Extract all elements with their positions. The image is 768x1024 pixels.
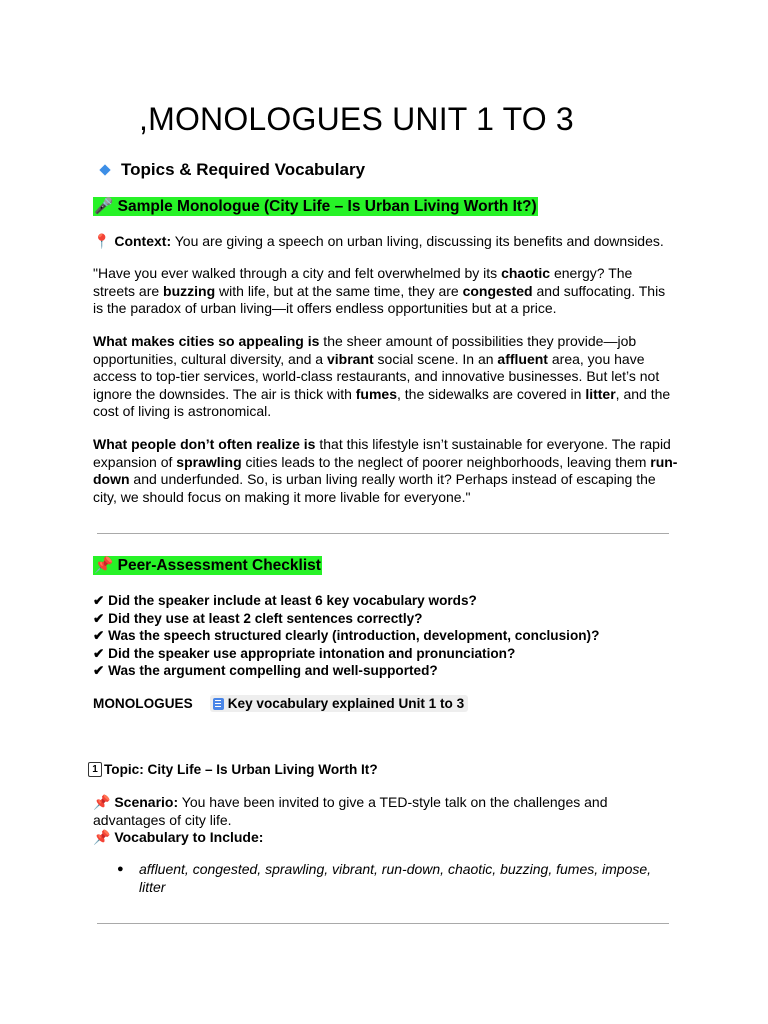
monologues-label: MONOLOGUES [93, 696, 193, 711]
checklist [93, 592, 678, 680]
divider [97, 923, 669, 924]
bold-text: fumes [355, 385, 397, 402]
pin-icon: 📍 [93, 233, 111, 249]
pushpin-icon: 📌 [93, 794, 111, 810]
text-run: area, you have access to top-tier services, world-class restaurants, and innovative businesses. But let’s not ignore the downsides. The air is thick with [93, 350, 660, 402]
scenario-label: Scenario: [114, 794, 179, 810]
checklist-item: ✔ Did the speaker use appropriate intonation and pronunciation? [93, 645, 516, 661]
scenario-block [93, 794, 678, 847]
checklist-heading-row [93, 557, 678, 575]
vocabulary-label: Vocabulary to Include: [114, 829, 264, 846]
document-title: ,MONOLOGUES UNIT 1 TO 3 [139, 101, 574, 137]
number-1-icon: 1 [88, 762, 102, 777]
text-run: and suffocating. This is the paradox of urban living—it offers endless opportunities but at a price. [93, 282, 666, 317]
peer-assessment-heading: 📌 Peer-Assessment Checklist [94, 557, 321, 574]
checklist-item: ✔ Was the speech structured clearly (introduction, development, conclusion)? [93, 628, 600, 643]
bold-text: litter [585, 385, 616, 402]
bold-text: affluent [497, 350, 548, 367]
text-run: , and the cost of living is astronomical. [93, 385, 671, 420]
bold-text: sprawling [176, 453, 242, 470]
doc-link-label[interactable]: Key vocabulary explained Unit 1 to 3 [227, 696, 465, 711]
context-label: Context: [114, 233, 172, 249]
paragraph-3 [93, 436, 678, 506]
text-run: and underfunded. So, is urban living really worth it? Perhaps instead of escaping the city, we should focus on making it more livable for everyone." [93, 471, 656, 505]
text-run: that this lifestyle isn’t sustainable for everyone. The rapid expansion of [93, 436, 671, 470]
topic-line [88, 761, 673, 779]
checklist-item: ✔ Was the argument compelling and well-supported? [93, 663, 438, 678]
scenario-text: You have been invited to give a TED-style talk on the challenges and advantages of city life. [93, 794, 608, 828]
divider [97, 533, 669, 534]
bold-text: run-down [93, 453, 678, 488]
sample-heading-row [93, 198, 678, 216]
bullet-icon: ● [117, 863, 124, 875]
monologues-row [93, 695, 468, 712]
blue-diamond-icon [99, 164, 110, 175]
paragraph-1 [93, 265, 678, 318]
text-run: the sheer amount of possibilities they provide—job opportunities, cultural diversity, and a [93, 333, 637, 367]
topic-text: Topic: City Life – Is Urban Living Worth It? [104, 762, 378, 777]
bold-text: What people don’t often realize is [93, 436, 316, 452]
topics-heading-text: Topics & Required Vocabulary [121, 160, 366, 179]
doc-link-chip[interactable] [210, 695, 468, 712]
text-run: energy? The streets are [93, 265, 633, 299]
document-icon [213, 698, 224, 710]
text-run: social scene. In an [373, 350, 498, 367]
topics-heading [99, 160, 365, 180]
bold-text: vibrant [326, 350, 374, 367]
context-text: You are giving a speech on urban living, discussing its benefits and downsides. [171, 233, 664, 249]
checklist-item: ✔ Did they use at least 2 cleft sentences correctly? [93, 610, 423, 626]
text-run: cities leads to the neglect of poorer neighborhoods, leaving them [241, 453, 651, 470]
text-run: "Have you ever walked through a city and felt overwhelmed by its [93, 265, 502, 281]
paragraph-2 [93, 333, 678, 421]
vocab-list-text: affluent, congested, sprawling, vibrant, run-down, chaotic, buzzing, fumes, impose, litter [139, 861, 652, 895]
context-line [93, 233, 678, 251]
bold-text: congested [462, 282, 533, 299]
sample-monologue-heading: 🎤 Sample Monologue (City Life – Is Urban Living Worth It?) [94, 198, 537, 215]
text-run: with life, but at the same time, they are [215, 282, 463, 299]
bold-text: chaotic [501, 265, 551, 281]
checklist-item: ✔ Did the speaker include at least 6 key vocabulary words? [93, 593, 477, 608]
bold-text: What makes cities so appealing is [93, 333, 320, 349]
text-run: , the sidewalks are covered in [397, 385, 586, 402]
vocab-list-item [117, 861, 667, 896]
pushpin-icon: 📌 [93, 829, 111, 846]
bold-text: buzzing [163, 282, 216, 299]
